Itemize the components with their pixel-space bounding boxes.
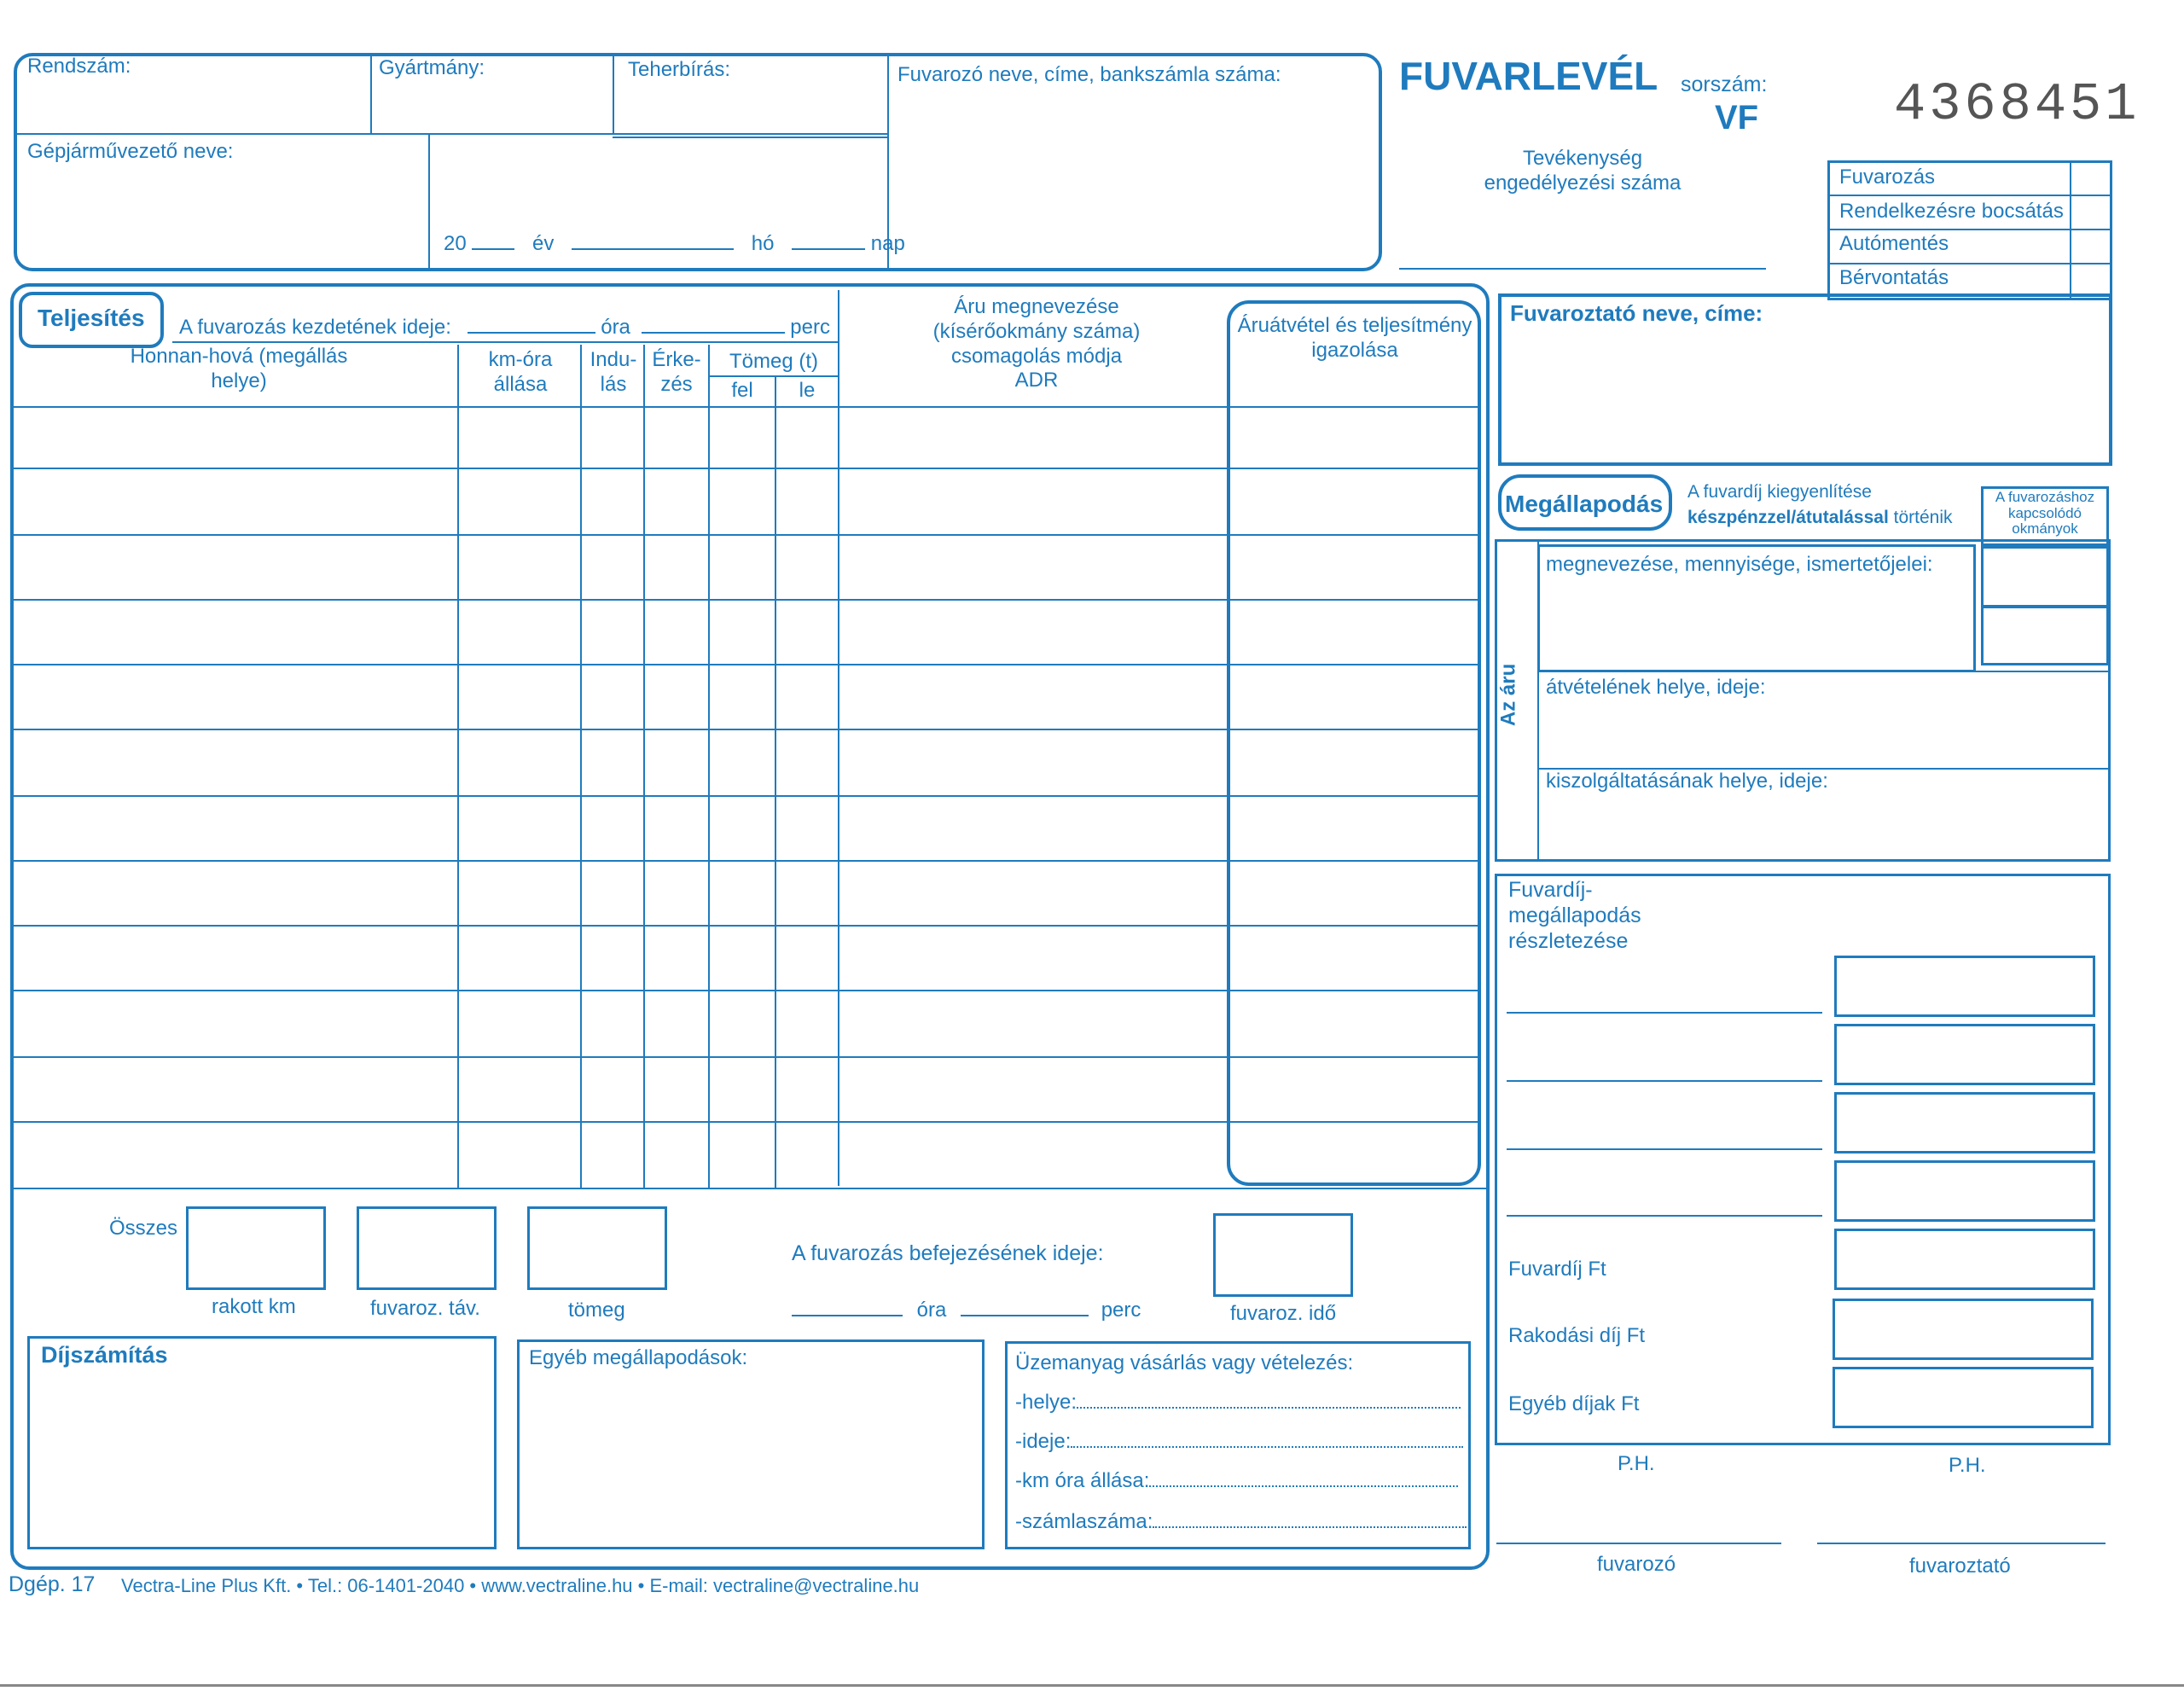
rendszam-label: Rendszám: — [27, 55, 131, 78]
fee-box-2[interactable] — [1834, 1024, 2095, 1085]
col-indulas-header: Indu- lás — [590, 348, 637, 396]
end-time-line: óra perc — [792, 1299, 1141, 1323]
aru-nev-label: megnevezése, mennyisége, ismertetőjelei: — [1546, 553, 1933, 576]
col-le-header: le — [799, 379, 816, 402]
fees-title: Fuvardíj-megállapodás részletezése — [1508, 878, 1641, 953]
megallapodas-title: Megállapodás — [1505, 491, 1664, 517]
rakott-km-label: rakott km — [212, 1295, 296, 1318]
end-time-label: A fuvarozás befejezésének ideje: — [792, 1241, 1104, 1265]
check-rendelkezes: Rendelkezésre bocsátás — [1839, 200, 2064, 223]
series-code: VF — [1715, 99, 1759, 137]
total-fuvaroz-tav-box[interactable] — [357, 1206, 497, 1290]
check-fuvarozas: Fuvarozás — [1839, 166, 1936, 189]
footer-company: Vectra-Line Plus Kft. • Tel.: 06-1401-2040 • www.vectraline.hu • E-mail: vectraline@vectraline.hu — [121, 1575, 920, 1596]
fuvaroz-ido-label: fuvaroz. idő — [1230, 1302, 1337, 1325]
payment-line2: készpénzzel/átutalással történik — [1687, 508, 1953, 527]
total-rakott-km-box[interactable] — [186, 1206, 326, 1290]
date-line: 20 év hó nap — [444, 232, 905, 255]
dijszamitas-title: Díjszámítás — [41, 1342, 168, 1368]
fuel-szamla-row: -számlaszáma: — [1015, 1510, 1467, 1535]
signature-fuvaroztato: fuvaroztató — [1909, 1554, 2011, 1578]
tomeg-label: tömeg — [568, 1299, 625, 1322]
signature-fuvarozo: fuvarozó — [1597, 1553, 1676, 1576]
az-aru-label: Az áru — [1496, 663, 1520, 727]
teherbiras-label: Teherbírás: — [628, 58, 731, 81]
rakodasi-label: Rakodási díj Ft — [1508, 1324, 1646, 1347]
fuvaroz-tav-label: fuvaroz. táv. — [370, 1297, 480, 1320]
fee-box-3[interactable] — [1834, 1092, 2095, 1153]
gyartmany-label: Gyártmány: — [379, 56, 485, 79]
col-tomeg-header: Tömeg (t) — [729, 350, 818, 373]
col-km-header: km-óra állása — [488, 348, 553, 396]
ph-right: P.H. — [1949, 1454, 1986, 1477]
aru-kiszolg-label: kiszolgáltatásának helye, ideje: — [1546, 770, 1828, 793]
rakodasi-dij-box[interactable] — [1833, 1299, 2094, 1360]
fuvardij-box[interactable] — [1834, 1229, 2095, 1290]
document-title: FUVARLEVÉL — [1399, 54, 1658, 98]
total-tomeg-box[interactable] — [527, 1206, 667, 1290]
fee-box-1[interactable] — [1834, 956, 2095, 1017]
payment-line1: A fuvardíj kiegyenlítése — [1687, 482, 1872, 502]
fuel-km-row: -km óra állása: — [1015, 1469, 1458, 1494]
col-receipt-header: Áruátvétel és teljesítmény igazolása — [1237, 314, 1472, 362]
fuel-title: Üzemanyag vásárlás vagy vételezés: — [1015, 1351, 1354, 1374]
egyeb-label: Egyéb megállapodások: — [529, 1346, 748, 1369]
aru-atvetel-label: átvételének helye, ideje: — [1546, 676, 1766, 699]
col-route-header: Honnan-hová (megállás helye) — [130, 345, 348, 392]
egyeb-megallapodasok-box — [517, 1339, 985, 1549]
start-time-line: A fuvarozás kezdetének ideje: óra perc — [179, 316, 830, 339]
gepjarmuvezeto-label: Gépjárművezető neve: — [27, 140, 234, 163]
sorszam-label: sorszám: — [1681, 73, 1768, 96]
egyeb-dijak-label: Egyéb díjak Ft — [1508, 1392, 1640, 1415]
form-code: Dgép. 17 — [9, 1572, 96, 1596]
col-fel-header: fel — [731, 379, 753, 402]
col-erkezes-header: Érke- zés — [652, 348, 701, 396]
docs-label: A fuvarozáshoz kapcsolódó okmányok — [1995, 489, 2095, 538]
teljesites-title: Teljesítés — [38, 305, 145, 331]
fuvaroztato-label: Fuvaroztató neve, címe: — [1510, 300, 1763, 326]
egyeb-dijak-box[interactable] — [1833, 1367, 2094, 1428]
license-label: Tevékenység engedélyezési száma — [1484, 147, 1682, 195]
check-automentes: Autómentés — [1839, 232, 1949, 255]
fee-box-4[interactable] — [1834, 1160, 2095, 1222]
receipt-column — [1227, 300, 1481, 1186]
fuel-helye-row: -helye: — [1015, 1391, 1461, 1415]
check-bervontatas: Bérvontatás — [1839, 266, 1949, 289]
ph-left: P.H. — [1618, 1452, 1655, 1475]
fuvarozo-label: Fuvarozó neve, címe, bankszámla száma: — [897, 63, 1281, 86]
fuvaroz-ido-box[interactable] — [1213, 1213, 1353, 1297]
fuel-ideje-row: -ideje: — [1015, 1430, 1463, 1455]
osszes-label: Összes — [109, 1217, 178, 1240]
serial-number: 4368451 — [1894, 74, 2140, 135]
fuvardij-label: Fuvardíj Ft — [1508, 1258, 1606, 1281]
col-goods-header: Áru megnevezése (kísérőokmány száma) csomagolás módja ADR — [932, 295, 1141, 392]
